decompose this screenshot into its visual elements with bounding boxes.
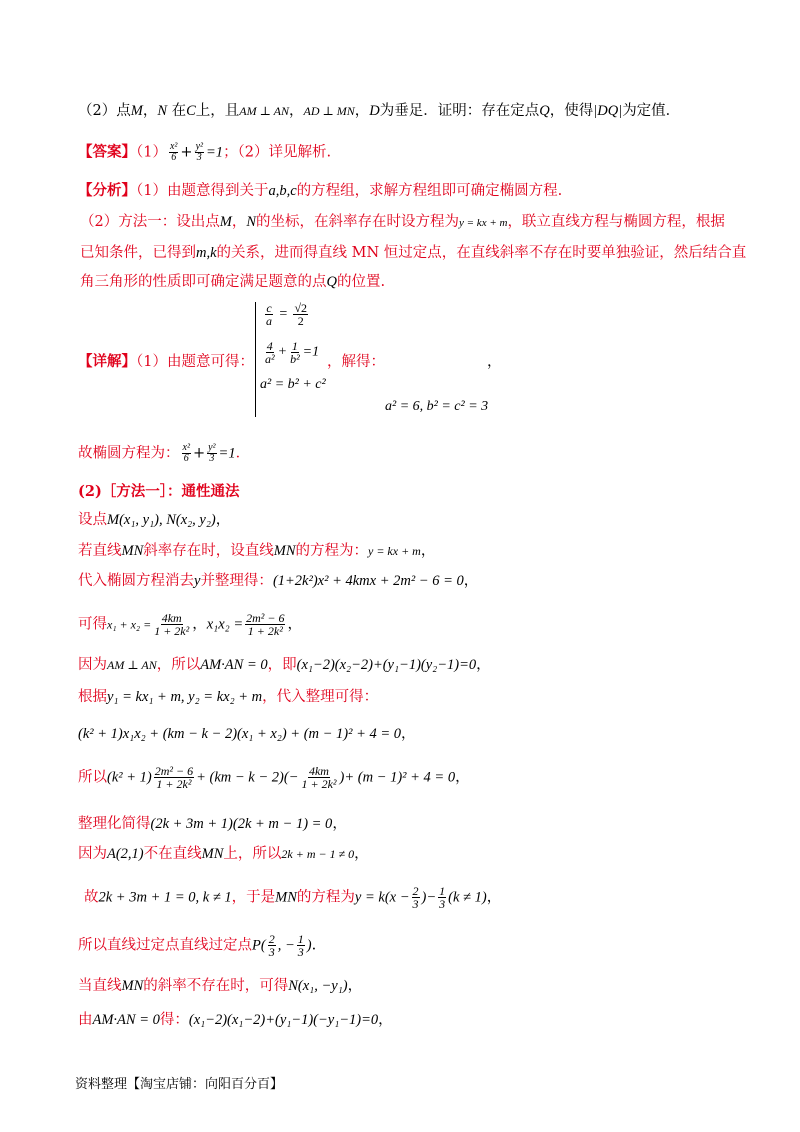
step-not-on-line: 因为A(2,1)不在直线MN上，所以2k + m − 1 ≠ 0， — [78, 846, 369, 862]
step-line-equation: 故2k + 3m + 1 = 0, k ≠ 1，于是MN的方程为y = k(x − $\frac{2}{3}$ )− $\frac{1}{3}$ (k ≠ 1)， — [84, 884, 502, 911]
question-2-line: （2）点M，N 在C上，且AM ⊥ AN，AD ⊥ MN，D为垂足．证明：存在定点Q，使得|DQ|为定值． — [78, 103, 681, 119]
step-no-slope: 当直线MN的斜率不存在时，可得N(x₁, −y₁)， — [78, 978, 363, 994]
step-factored: 整理化简得(2k + 3m + 1)(2k + m − 1) = 0， — [78, 816, 347, 832]
step-fixed-point: 所以直线过定点直线过定点P( $\frac{2}{3}$ , − $\frac{1}{3}$ ). — [78, 932, 317, 959]
footer-source: 资料整理【淘宝店铺：向阳百分百】 — [75, 1077, 284, 1092]
step-set-points: 设点M(x₁, y₁), N(x₂, y₂)， — [78, 512, 231, 528]
detail-line: 【详解】（1）由题意可得： — [78, 353, 254, 370]
equation-system-brace — [255, 302, 256, 417]
system-row-2: $\frac{4}{\text{a²}}$ + $\frac{1}{\text{b²}}$ =1 — [265, 339, 320, 366]
step-perpendicular: 因为AM ⊥ AN，所以AM·AN = 0，即(x₁−2)(x₂−2)+(y₁−1)(y₂−1)=0， — [78, 657, 491, 673]
step-substituted-vieta: 所以(k² + 1) $\frac{\text{2m² − 6}}{\text{1 + 2k²}}$ + (km − k − 2)(− $\frac{4km}{\text{1 + 2k²}}$ )+ (m − 1)² + 4 = 0， — [78, 764, 470, 791]
answer-line: 【答案】（1） $\frac{\text{x²}}{6}$ + $\frac{\text{y²}}{3}$ =1；（2）详见解析. — [78, 141, 332, 163]
step-substitute: 代入椭圆方程消去y并整理得：(1+2k²)x² + 4kmx + 2m² − 6 = 0， — [78, 573, 479, 589]
analysis-line-2: （2）方法一：设出点M，N的坐标，在斜率存在时设方程为y = kx + m，联立直线方程与椭圆方程，根据 — [80, 214, 725, 230]
analysis-line-3: 已知条件，已得到m,k的关系，进而得直线 MN 恒过定点，在直线斜率不存在时要单独验证，然后结合直 — [80, 245, 747, 261]
method-1-title: (2)［方法一］：通性通法 — [78, 483, 240, 500]
step-vieta: 可得x₁ + x₂ = $\frac{4km}{\text{1 + 2k²}}$ ，x₁x₂ = $\frac{\text{2m² − 6}}{\text{1 + 2k²}}$ ， — [78, 611, 302, 638]
solution: a² = 6, b² = c² = 3 — [385, 399, 489, 414]
step-dot-product: 由AM·AN = 0得：(x₁−2)(x₁−2)+(y₁−1)(−y₁−1)=0， — [78, 1012, 393, 1028]
step-expanded-eq: (k² + 1)x₁x₂ + (km − k − 2)(x₁ + x₂) + (m − 1)² + 4 = 0， — [78, 726, 416, 742]
system-row-3: a² = b² + c² — [260, 377, 326, 392]
solve-label: ，解得： — [327, 354, 385, 370]
analysis-line-4: 角三角形的性质即可确定满足题意的点Q的位置. — [80, 274, 386, 290]
system-row-1: $\frac{c}{a}$ = $\frac{√2}{2}$ — [266, 301, 308, 328]
analysis-line-1: 【分析】（1）由题意得到关于a,b,c的方程组，求解方程组即可确定椭圆方程. — [78, 182, 563, 199]
step-y-substitute: 根据y₁ = kx₁ + m, y₂ = kx₂ + m，代入整理可得： — [78, 689, 379, 705]
ellipse-equation-line: 故椭圆方程为： $\frac{\text{x²}}{6}$ + $\frac{\text{y²}}{3}$ =1． — [78, 442, 251, 464]
step-line-eq: 若直线MN斜率存在时，设直线MN的方程为：y = kx + m， — [78, 543, 436, 559]
system-comma: ， — [487, 354, 502, 370]
